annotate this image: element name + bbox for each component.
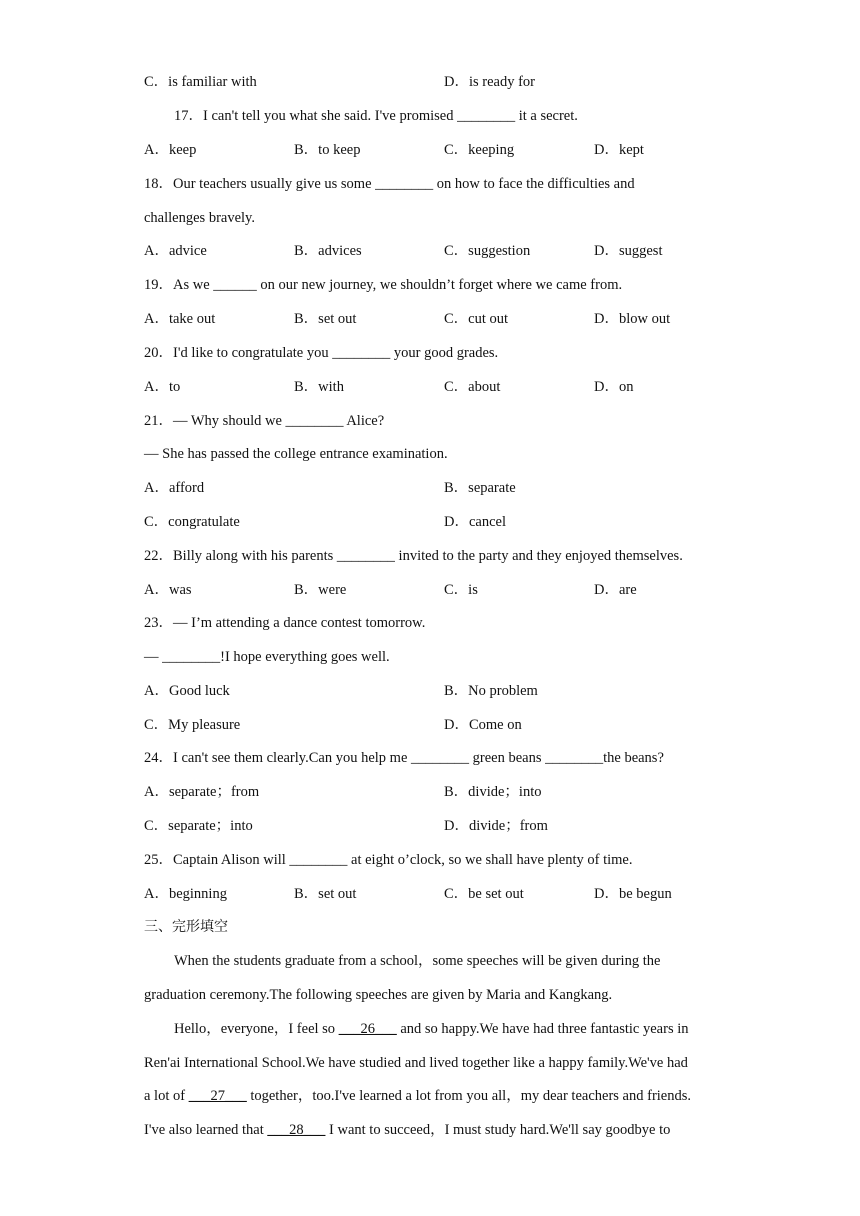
passage-text: together，too.I've learned a lot from you all，my dear teachers and friends. [246,1088,691,1104]
q20-option-b[interactable]: B．with [294,379,344,395]
passage-line6 [144,1120,670,1140]
passage-intro-line1: When the students graduate from a school，some speeches will be given during the [174,953,661,969]
q23-option-c[interactable]: C．My pleasure [144,717,241,733]
q22-option-b[interactable]: B．were [294,582,347,598]
q19-option-a[interactable]: A．take out [144,311,216,327]
q17-option-a[interactable]: A．keep [144,142,197,158]
passage-text: and so happy.We have had three fantastic years in [396,1021,689,1037]
q24-option-d[interactable]: D．divide；from [444,818,548,834]
q24-stem: 24．I can't see them clearly.Can you help me ________ green beans ________the beans? [144,750,664,766]
q23-stem-line1: 23．— I’m attending a dance contest tomorrow. [144,615,426,631]
q25-stem: 25．Captain Alison will ________ at eight o’clock, so we shall have plenty of time. [144,852,633,868]
passage-text: I want to succeed，I must study hard.We'll say goodbye to [325,1122,671,1138]
q25-option-b[interactable]: B．set out [294,886,357,902]
passage-text: I've also learned that [144,1122,268,1138]
q16-option-d[interactable]: D．is ready for [444,74,536,90]
q19-option-b[interactable]: B．set out [294,311,357,327]
q22-stem: 22．Billy along with his parents ________ invited to the party and they enjoyed themselves. [144,548,683,564]
q17-stem: 17．I can't tell you what she said. I've promised ________ it a secret. [174,108,578,124]
q24-option-c[interactable]: C．separate；into [144,818,253,834]
blank-28[interactable]: ___28___ [267,1122,326,1138]
q24-option-b[interactable]: B．divide；into [444,784,542,800]
q23-option-a[interactable]: A．Good luck [144,683,230,699]
q24-option-a[interactable]: A．separate；from [144,784,260,800]
q18-stem-line1: 18．Our teachers usually give us some ________ on how to face the difficulties and [144,176,635,192]
q22-option-c[interactable]: C．is [444,582,478,598]
passage-text: Hello，everyone，I feel so [174,1021,339,1037]
q18-option-c[interactable]: C．suggestion [444,243,531,259]
q21-stem-line2: — She has passed the college entrance examination. [144,446,448,462]
q20-option-a[interactable]: A．to [144,379,181,395]
q25-option-d[interactable]: D．be begun [594,886,672,902]
q20-option-c[interactable]: C．about [444,379,501,395]
q22-option-d[interactable]: D．are [594,582,637,598]
q18-option-d[interactable]: D．suggest [594,243,663,259]
q21-option-d[interactable]: D．cancel [444,514,506,530]
q17-option-c[interactable]: C．keeping [444,142,515,158]
q23-stem-line2: — ________!I hope everything goes well. [144,649,390,665]
passage-line4: Ren'ai International School.We have studied and lived together like a happy family.We've had [144,1055,688,1071]
q22-option-a[interactable]: A．was [144,582,192,598]
q25-option-a[interactable]: A．beginning [144,886,227,902]
q25-option-c[interactable]: C．be set out [444,886,524,902]
q20-option-d[interactable]: D．on [594,379,634,395]
q16-option-c[interactable]: C．is familiar with [144,74,257,90]
q21-stem-line1: 21．— Why should we ________ Alice? [144,413,385,429]
q17-option-d[interactable]: D．kept [594,142,644,158]
blank-27[interactable]: ___27___ [188,1088,247,1104]
q17-option-b[interactable]: B．to keep [294,142,361,158]
passage-line3 [174,1019,689,1039]
q19-stem: 19．As we ______ on our new journey, we shouldn’t forget where we came from. [144,277,623,293]
q19-option-c[interactable]: C．cut out [444,311,509,327]
passage-text: a lot of [144,1088,189,1104]
blank-26[interactable]: ___26___ [338,1021,397,1037]
section-heading: 三、完形填空 [144,919,228,935]
passage-line5 [144,1086,691,1106]
passage-intro-line2: graduation ceremony.The following speeches are given by Maria and Kangkang. [144,987,613,1003]
q21-option-a[interactable]: A．afford [144,480,205,496]
q23-option-d[interactable]: D．Come on [444,717,522,733]
q23-option-b[interactable]: B．No problem [444,683,538,699]
q21-option-b[interactable]: B．separate [444,480,516,496]
q18-option-a[interactable]: A．advice [144,243,207,259]
q19-option-d[interactable]: D．blow out [594,311,671,327]
q18-option-b[interactable]: B．advices [294,243,362,259]
q21-option-c[interactable]: C．congratulate [144,514,240,530]
q18-stem-line2: challenges bravely. [144,210,255,226]
q20-stem: 20．I'd like to congratulate you ________ your good grades. [144,345,499,361]
